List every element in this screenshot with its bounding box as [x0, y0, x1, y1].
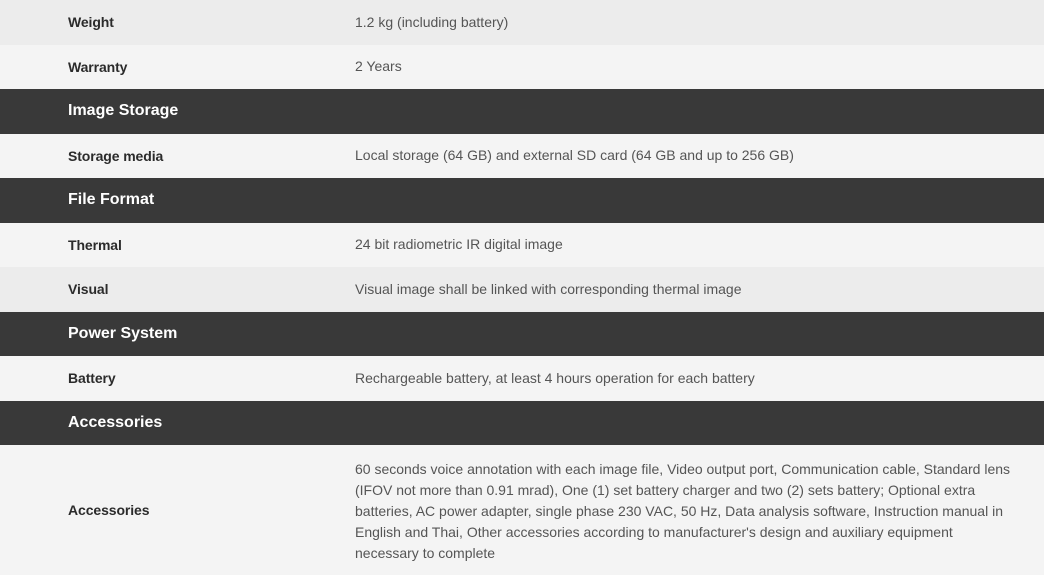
section-title: Image Storage [0, 89, 1044, 134]
spec-row-thermal [0, 223, 1044, 268]
spec-row-warranty [0, 45, 1044, 90]
spec-value: 2 Years [355, 58, 402, 75]
spec-label: Weight [68, 14, 114, 31]
spec-row-weight [0, 0, 1044, 45]
section-title: File Format [0, 178, 1044, 223]
section-header-power-system [0, 312, 1044, 357]
spec-label: Accessories [68, 502, 150, 518]
spec-row-accessories [0, 445, 1044, 575]
spec-label: Storage media [68, 147, 164, 164]
section-header-image-storage [0, 89, 1044, 134]
spec-label: Thermal [68, 236, 122, 253]
spec-row-visual [0, 267, 1044, 312]
spec-label: Visual [68, 281, 109, 298]
spec-value: 24 bit radiometric IR digital image [355, 236, 563, 253]
spec-value: Local storage (64 GB) and external SD card (64 GB and up to 256 GB) [355, 147, 794, 164]
spec-value: 60 seconds voice annotation with each image file, Video output port, Communication cable, Standard lens (IFOV not more than 0.91 mrad), One (1) set battery charger and two (2) sets battery; Optional extra batteries, AC power adapter, single phase 230 VAC, 50 Hz, Data analysis software, Instruction manual in English and Thai, Other accessories according to manufacturer's design and auxiliary equipment necessary to complete [355, 461, 1011, 561]
section-title: Power System [0, 312, 1044, 357]
spec-row-storage-media [0, 134, 1044, 179]
spec-label: Battery [68, 370, 116, 387]
section-header-file-format [0, 178, 1044, 223]
spec-value: 1.2 kg (including battery) [355, 13, 509, 30]
section-header-accessories [0, 401, 1044, 446]
spec-value: Visual image shall be linked with corresponding thermal image [355, 280, 742, 297]
section-title: Accessories [0, 401, 1044, 446]
spec-label: Warranty [68, 58, 128, 75]
spec-row-battery [0, 356, 1044, 401]
spec-value: Rechargeable battery, at least 4 hours operation for each battery [355, 369, 755, 386]
